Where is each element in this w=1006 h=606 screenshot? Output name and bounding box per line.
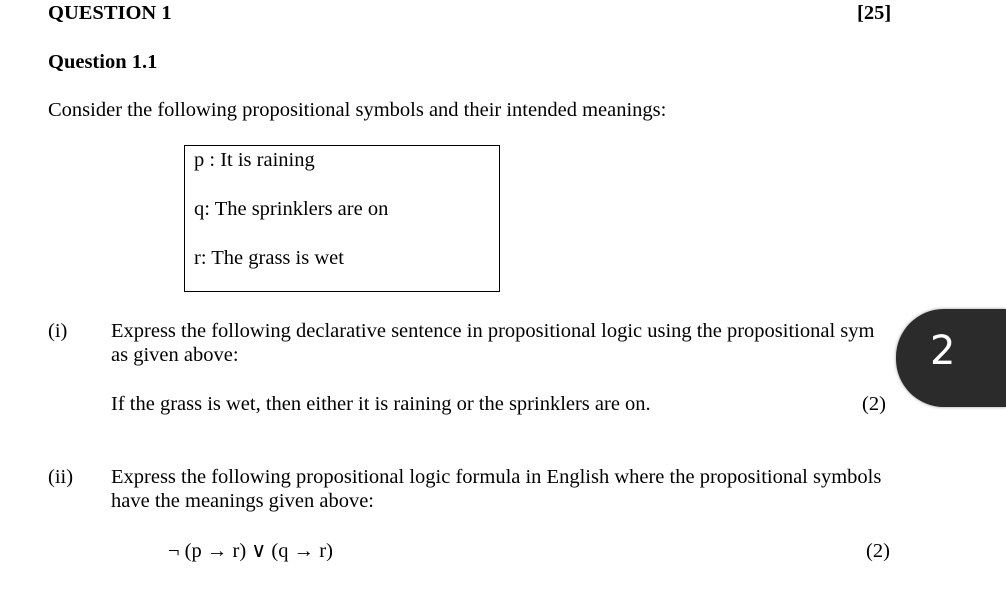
part-ii-marks: (2) — [866, 540, 890, 562]
part-ii-instruction-line2: have the meanings given above: — [111, 490, 374, 512]
part-i-instruction-line1: Express the following declarative sentence in propositional logic using the propositional sym — [111, 320, 875, 342]
section-title: Question 1.1 — [48, 51, 158, 73]
symbol-p: p : It is raining — [194, 149, 315, 171]
part-i-sentence: If the grass is wet, then either it is raining or the sprinklers are on. — [111, 393, 651, 415]
part-i-label: (i) — [48, 320, 68, 342]
part-ii-label: (ii) — [48, 466, 74, 488]
part-i-marks: (2) — [862, 393, 886, 415]
question-title: QUESTION 1 — [48, 2, 172, 24]
total-marks: [25] — [857, 2, 892, 24]
page-number-badge[interactable] — [896, 309, 1006, 407]
symbols-box — [184, 145, 500, 292]
page-number: 2 — [930, 328, 956, 374]
part-ii-instruction-line1: Express the following propositional logic formula in English where the propositional symbols — [111, 466, 882, 488]
symbol-q: q: The sprinklers are on — [194, 198, 389, 220]
part-i-instruction-line2: as given above: — [111, 344, 239, 366]
part-ii-formula: ¬ (p → r) ∨ (q → r) — [168, 540, 333, 562]
symbol-r: r: The grass is wet — [194, 247, 344, 269]
section-intro: Consider the following propositional symbols and their intended meanings: — [48, 99, 667, 121]
